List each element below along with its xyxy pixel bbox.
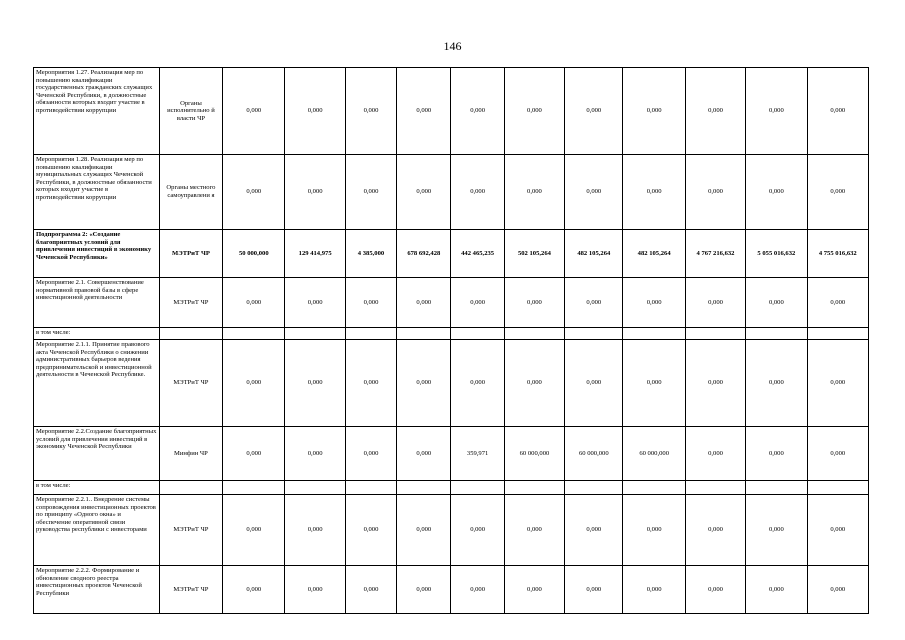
value-cell-year-10: 0,000 — [746, 566, 807, 614]
value-cell-year-7: 482 105,264 — [565, 230, 623, 278]
value-cell-year-6: 0,000 — [504, 68, 564, 155]
value-cell-year-5 — [451, 481, 504, 495]
value-cell-year-7: 0,000 — [565, 340, 623, 427]
value-cell-year-1: 0,000 — [223, 566, 285, 614]
executor-cell: Органы местного самоуправлени я — [159, 155, 222, 230]
activity-row — [34, 566, 869, 614]
value-cell-year-1: 0,000 — [223, 68, 285, 155]
value-cell-year-5: 0,000 — [451, 566, 504, 614]
value-cell-year-5: 0,000 — [451, 278, 504, 328]
value-cell-year-11: 0,000 — [807, 495, 868, 566]
executor-cell — [159, 328, 222, 340]
value-cell-year-6: 0,000 — [504, 278, 564, 328]
value-cell-year-11: 0,000 — [807, 68, 868, 155]
value-cell-year-9: 0,000 — [685, 495, 745, 566]
value-cell-year-1: 0,000 — [223, 427, 285, 481]
value-cell-year-2 — [285, 481, 345, 495]
value-cell-year-5: 0,000 — [451, 495, 504, 566]
activity-name-cell: в том числе: — [34, 481, 160, 495]
value-cell-year-9: 0,000 — [685, 566, 745, 614]
value-cell-year-4: 0,000 — [397, 566, 451, 614]
activity-name-cell: Мероприятия 1.28. Реализация мер по повышению квалификации муниципальных служащих Чеченской Республики, в должностные обязанности которых входит участие в противодействии коррупции — [34, 155, 160, 230]
value-cell-year-2: 0,000 — [285, 566, 345, 614]
value-cell-year-2: 0,000 — [285, 278, 345, 328]
activity-row — [34, 427, 869, 481]
value-cell-year-8 — [623, 328, 685, 340]
value-cell-year-7: 0,000 — [565, 278, 623, 328]
value-cell-year-5: 0,000 — [451, 340, 504, 427]
value-cell-year-7 — [565, 481, 623, 495]
executor-cell: МЭТРиТ ЧР — [159, 566, 222, 614]
executor-cell: Минфин ЧР — [159, 427, 222, 481]
activity-row — [34, 278, 869, 328]
value-cell-year-4: 0,000 — [397, 68, 451, 155]
executor-cell: МЭТРиТ ЧР — [159, 495, 222, 566]
value-cell-year-8: 0,000 — [623, 340, 685, 427]
activity-name-cell: Мероприятие 2.2.1.. Внедрение системы сопровождения инвестиционных проектов по принципу «Одного окна» и обеспечение оперативной связи руководства республики с инвесторами — [34, 495, 160, 566]
value-cell-year-2: 0,000 — [285, 495, 345, 566]
executor-cell: Органы исполнительно й власти ЧР — [159, 68, 222, 155]
value-cell-year-4: 0,000 — [397, 427, 451, 481]
value-cell-year-10: 0,000 — [746, 155, 807, 230]
value-cell-year-5: 442 465,235 — [451, 230, 504, 278]
value-cell-year-1: 50 000,000 — [223, 230, 285, 278]
value-cell-year-8: 60 000,000 — [623, 427, 685, 481]
executor-cell: МЭТРиТ ЧР — [159, 340, 222, 427]
value-cell-year-9: 0,000 — [685, 427, 745, 481]
value-cell-year-9: 0,000 — [685, 155, 745, 230]
value-cell-year-10: 0,000 — [746, 68, 807, 155]
value-cell-year-3: 0,000 — [345, 495, 396, 566]
value-cell-year-6: 0,000 — [504, 155, 564, 230]
value-cell-year-4: 678 692,428 — [397, 230, 451, 278]
value-cell-year-4 — [397, 328, 451, 340]
value-cell-year-1: 0,000 — [223, 340, 285, 427]
value-cell-year-3: 0,000 — [345, 155, 396, 230]
activity-name-cell: Мероприятие 2.1.1. Принятие правового акта Чеченской Республики о снижении административных барьеров ведения предпринимательской и инвестиционной деятельности в Чеченской Республике. — [34, 340, 160, 427]
value-cell-year-11 — [807, 481, 868, 495]
value-cell-year-2: 0,000 — [285, 427, 345, 481]
value-cell-year-11 — [807, 328, 868, 340]
value-cell-year-4: 0,000 — [397, 495, 451, 566]
subprogram-row — [34, 230, 869, 278]
value-cell-year-3: 0,000 — [345, 427, 396, 481]
value-cell-year-3: 4 385,000 — [345, 230, 396, 278]
note-row — [34, 328, 869, 340]
value-cell-year-3: 0,000 — [345, 278, 396, 328]
value-cell-year-4: 0,000 — [397, 278, 451, 328]
value-cell-year-6: 502 105,264 — [504, 230, 564, 278]
value-cell-year-5: 0,000 — [451, 68, 504, 155]
value-cell-year-11: 0,000 — [807, 340, 868, 427]
value-cell-year-1: 0,000 — [223, 278, 285, 328]
value-cell-year-8 — [623, 481, 685, 495]
value-cell-year-3: 0,000 — [345, 566, 396, 614]
executor-cell: МЭТРиТ ЧР — [159, 230, 222, 278]
value-cell-year-2 — [285, 328, 345, 340]
activity-name-cell: Подпрограмма 2: «Создание благоприятных условий для привлечения инвестиций в экономику Чеченской Республики» — [34, 230, 160, 278]
value-cell-year-3 — [345, 481, 396, 495]
value-cell-year-11: 0,000 — [807, 566, 868, 614]
value-cell-year-6: 0,000 — [504, 340, 564, 427]
activity-row — [34, 340, 869, 427]
value-cell-year-11: 0,000 — [807, 427, 868, 481]
value-cell-year-11: 0,000 — [807, 155, 868, 230]
value-cell-year-1 — [223, 328, 285, 340]
value-cell-year-9 — [685, 328, 745, 340]
value-cell-year-6: 60 000,000 — [504, 427, 564, 481]
value-cell-year-5: 359,971 — [451, 427, 504, 481]
value-cell-year-9: 0,000 — [685, 278, 745, 328]
value-cell-year-8: 0,000 — [623, 155, 685, 230]
value-cell-year-2: 129 414,975 — [285, 230, 345, 278]
value-cell-year-10: 0,000 — [746, 340, 807, 427]
value-cell-year-10: 0,000 — [746, 278, 807, 328]
value-cell-year-6: 0,000 — [504, 495, 564, 566]
value-cell-year-7: 0,000 — [565, 566, 623, 614]
value-cell-year-4 — [397, 481, 451, 495]
activity-row — [34, 495, 869, 566]
value-cell-year-8: 0,000 — [623, 495, 685, 566]
value-cell-year-9: 0,000 — [685, 68, 745, 155]
value-cell-year-10: 0,000 — [746, 495, 807, 566]
value-cell-year-2: 0,000 — [285, 155, 345, 230]
value-cell-year-4: 0,000 — [397, 340, 451, 427]
activity-name-cell: в том числе: — [34, 328, 160, 340]
value-cell-year-8: 0,000 — [623, 278, 685, 328]
value-cell-year-8: 0,000 — [623, 566, 685, 614]
value-cell-year-9: 4 767 216,632 — [685, 230, 745, 278]
activity-row — [34, 68, 869, 155]
value-cell-year-10: 0,000 — [746, 427, 807, 481]
page-number: 146 — [443, 39, 462, 53]
value-cell-year-1: 0,000 — [223, 155, 285, 230]
value-cell-year-1 — [223, 481, 285, 495]
value-cell-year-8: 0,000 — [623, 68, 685, 155]
budget-table-body — [34, 68, 869, 614]
value-cell-year-11: 4 755 016,632 — [807, 230, 868, 278]
activity-name-cell: Мероприятие 2.1. Совершенствование нормативной правовой базы в сфере инвестиционной деятельности — [34, 278, 160, 328]
value-cell-year-3: 0,000 — [345, 68, 396, 155]
value-cell-year-9: 0,000 — [685, 340, 745, 427]
value-cell-year-7: 0,000 — [565, 495, 623, 566]
budget-table — [33, 67, 869, 614]
activity-name-cell: Мероприятие 2.2.Создание благоприятных условий для привлечения инвестиций в экономику Чеченской Республики — [34, 427, 160, 481]
value-cell-year-2: 0,000 — [285, 68, 345, 155]
value-cell-year-1: 0,000 — [223, 495, 285, 566]
value-cell-year-10: 5 055 016,632 — [746, 230, 807, 278]
value-cell-year-6 — [504, 481, 564, 495]
value-cell-year-7: 0,000 — [565, 155, 623, 230]
value-cell-year-6: 0,000 — [504, 566, 564, 614]
value-cell-year-3: 0,000 — [345, 340, 396, 427]
value-cell-year-8: 482 105,264 — [623, 230, 685, 278]
value-cell-year-7: 60 000,000 — [565, 427, 623, 481]
value-cell-year-4: 0,000 — [397, 155, 451, 230]
activity-row — [34, 155, 869, 230]
value-cell-year-10 — [746, 328, 807, 340]
executor-cell — [159, 481, 222, 495]
activity-name-cell: Мероприятие 2.2.2. Формирование и обновление сводного реестра инвестиционных проектов Чеченской Республики — [34, 566, 160, 614]
value-cell-year-7 — [565, 328, 623, 340]
value-cell-year-11: 0,000 — [807, 278, 868, 328]
executor-cell: МЭТРиТ ЧР — [159, 278, 222, 328]
value-cell-year-5 — [451, 328, 504, 340]
note-row — [34, 481, 869, 495]
value-cell-year-7: 0,000 — [565, 68, 623, 155]
value-cell-year-9 — [685, 481, 745, 495]
value-cell-year-2: 0,000 — [285, 340, 345, 427]
value-cell-year-10 — [746, 481, 807, 495]
value-cell-year-6 — [504, 328, 564, 340]
value-cell-year-3 — [345, 328, 396, 340]
activity-name-cell: Мероприятия 1.27. Реализация мер по повышению квалификации государственных гражданских служащих Чеченской Республики, в должностные обязанности которых входит участие в противодействии коррупции — [34, 68, 160, 155]
value-cell-year-5: 0,000 — [451, 155, 504, 230]
